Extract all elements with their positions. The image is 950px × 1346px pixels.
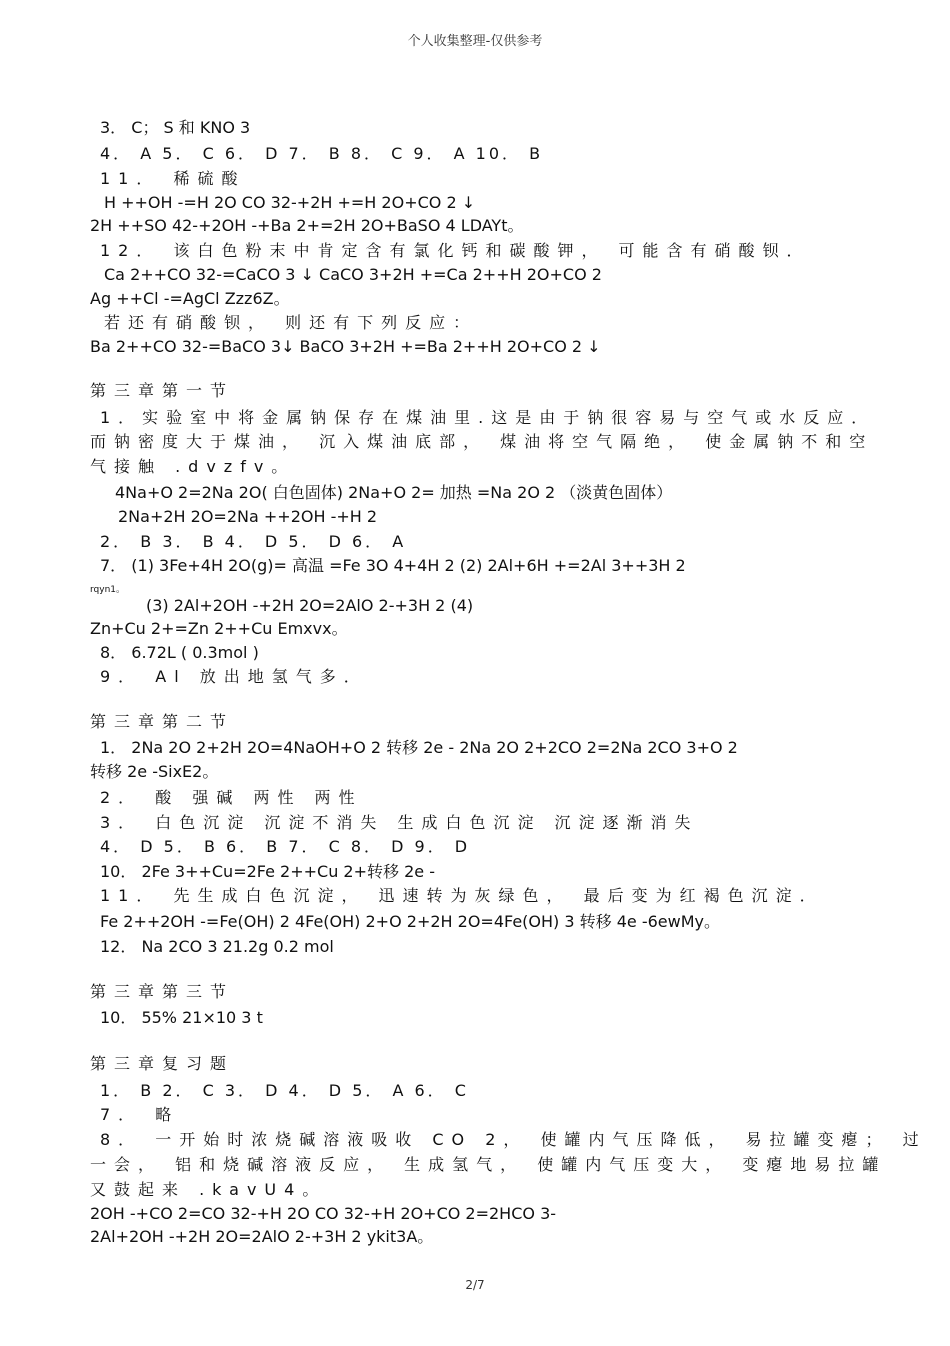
- note-text: rqyn1。: [90, 585, 126, 595]
- answer-line: 12． 该白色粉末中肯定含有氯化钙和碳酸钾， 可能含有硝酸钡．: [100, 241, 811, 260]
- answer-line: 2． B 3． B 4． D 5． D 6． A: [100, 532, 407, 551]
- answer-line: 7． 略: [100, 1105, 180, 1124]
- equation-line: Zn+Cu 2+=Zn 2++Cu Emxvx。: [90, 619, 348, 638]
- equation-line: 2Al+2OH -+2H 2O=2AlO 2-+3H 2 ykit3A。: [90, 1227, 434, 1246]
- answer-line: 气接触 .dvzfv。: [90, 457, 296, 476]
- answer-line: 3． 白色沉淀 沉淀不消失 生成白色沉淀 沉淀逐渐消失: [100, 813, 699, 832]
- equation-line: Ca 2++CO 32-=CaCO 3 ↓ CaCO 3+2H +=Ca 2++H 2O+CO 2: [104, 265, 602, 284]
- section-heading: 第三章第一节: [90, 381, 235, 400]
- equation-line: Ba 2++CO 32-=BaCO 3↓ BaCO 3+2H +=Ba 2++H 2O+CO 2 ↓: [90, 337, 601, 356]
- equation-line: H ++OH -=H 2O CO 32-+2H +=H 2O+CO 2 ↓: [104, 193, 476, 212]
- answer-line: 4． A 5． C 6． D 7． B 8． C 9． A 10． B: [100, 144, 544, 163]
- equation-line: 2OH -+CO 2=CO 32-+H 2O CO 32-+H 2O+CO 2=2HCO 3-: [90, 1204, 557, 1223]
- answer-line: 若还有硝酸钡， 则还有下列反应：: [104, 313, 478, 332]
- answer-line: 10． 55% 21×10 3 t: [100, 1008, 263, 1027]
- section-heading: 第三章复习题: [90, 1054, 235, 1073]
- equation-line: 2H ++SO 42-+2OH -+Ba 2+=2H 2O+BaSO 4 LDAYt。: [90, 216, 524, 235]
- answer-line: 12． Na 2CO 3 21.2g 0.2 mol: [100, 937, 334, 956]
- equation-line: 4Na+O 2=2Na 2O( 白色固体) 2Na+O 2= 加热 =Na 2O 2 （淡黄色固体）: [115, 483, 673, 502]
- answer-line: 又鼓起来 .kavU4。: [90, 1180, 327, 1199]
- equation-line: 1． 2Na 2O 2+2H 2O=4NaOH+O 2 转移 2e - 2Na 2O 2+2CO 2=2Na 2CO 3+O 2: [100, 738, 738, 757]
- answer-line: 2． 酸 强碱 两性 两性: [100, 788, 363, 807]
- answer-line: 1． B 2． C 3． D 4． D 5． A 6． C: [100, 1081, 469, 1100]
- section-heading: 第三章第三节: [90, 982, 235, 1001]
- answer-line: 3． C； S 和 KNO 3: [100, 118, 251, 137]
- answer-line: 1．实验室中将金属钠保存在煤油里.这是由于钠很容易与空气或水反应．: [100, 408, 876, 427]
- page-number: 2/7: [465, 1278, 485, 1292]
- equation-line: 7． (1) 3Fe+4H 2O(g)= 高温 =Fe 3O 4+4H 2 (2) 2Al+6H +=2Al 3++3H 2: [100, 556, 686, 575]
- answer-line: 一会， 铝和烧碱溶液反应， 生成氢气， 使罐内气压变大， 变瘪地易拉罐: [90, 1155, 887, 1174]
- equation-line: 2Na+2H 2O=2Na ++2OH -+H 2: [118, 507, 378, 526]
- equation-line: 10． 2Fe 3++Cu=2Fe 2++Cu 2+转移 2e -: [100, 862, 435, 881]
- answer-line: 11． 先生成白色沉淀， 迅速转为灰绿色， 最后变为红褐色沉淀．: [100, 886, 824, 905]
- answer-line: 转移 2e -SixE2。: [90, 762, 219, 781]
- answer-line: 11． 稀硫酸: [100, 169, 246, 188]
- answer-line: 8． 6.72L ( 0.3mol ): [100, 643, 259, 662]
- equation-line: (3) 2Al+2OH -+2H 2O=2AlO 2-+3H 2 (4): [146, 596, 474, 615]
- answer-line: 8． 一开始时浓烧碱溶液吸收 CO 2， 使罐内气压降低， 易拉罐变瘪； 过: [100, 1130, 927, 1149]
- answer-line: 9． Al 放出地氢气多．: [100, 667, 368, 686]
- page-header: 个人收集整理-仅供参考: [407, 34, 543, 49]
- answer-line: 4． D 5． B 6． B 7． C 8． D 9． D: [100, 837, 471, 856]
- answer-line: 而钠密度大于煤油， 沉入煤油底部， 煤油将空气隔绝， 使金属钠不和空: [90, 432, 874, 451]
- equation-line: Fe 2++2OH -=Fe(OH) 2 4Fe(OH) 2+O 2+2H 2O=4Fe(OH) 3 转移 4e -6ewMy。: [100, 912, 720, 931]
- section-heading: 第三章第二节: [90, 712, 235, 731]
- equation-line: Ag ++Cl -=AgCl Zzz6Z。: [90, 289, 290, 308]
